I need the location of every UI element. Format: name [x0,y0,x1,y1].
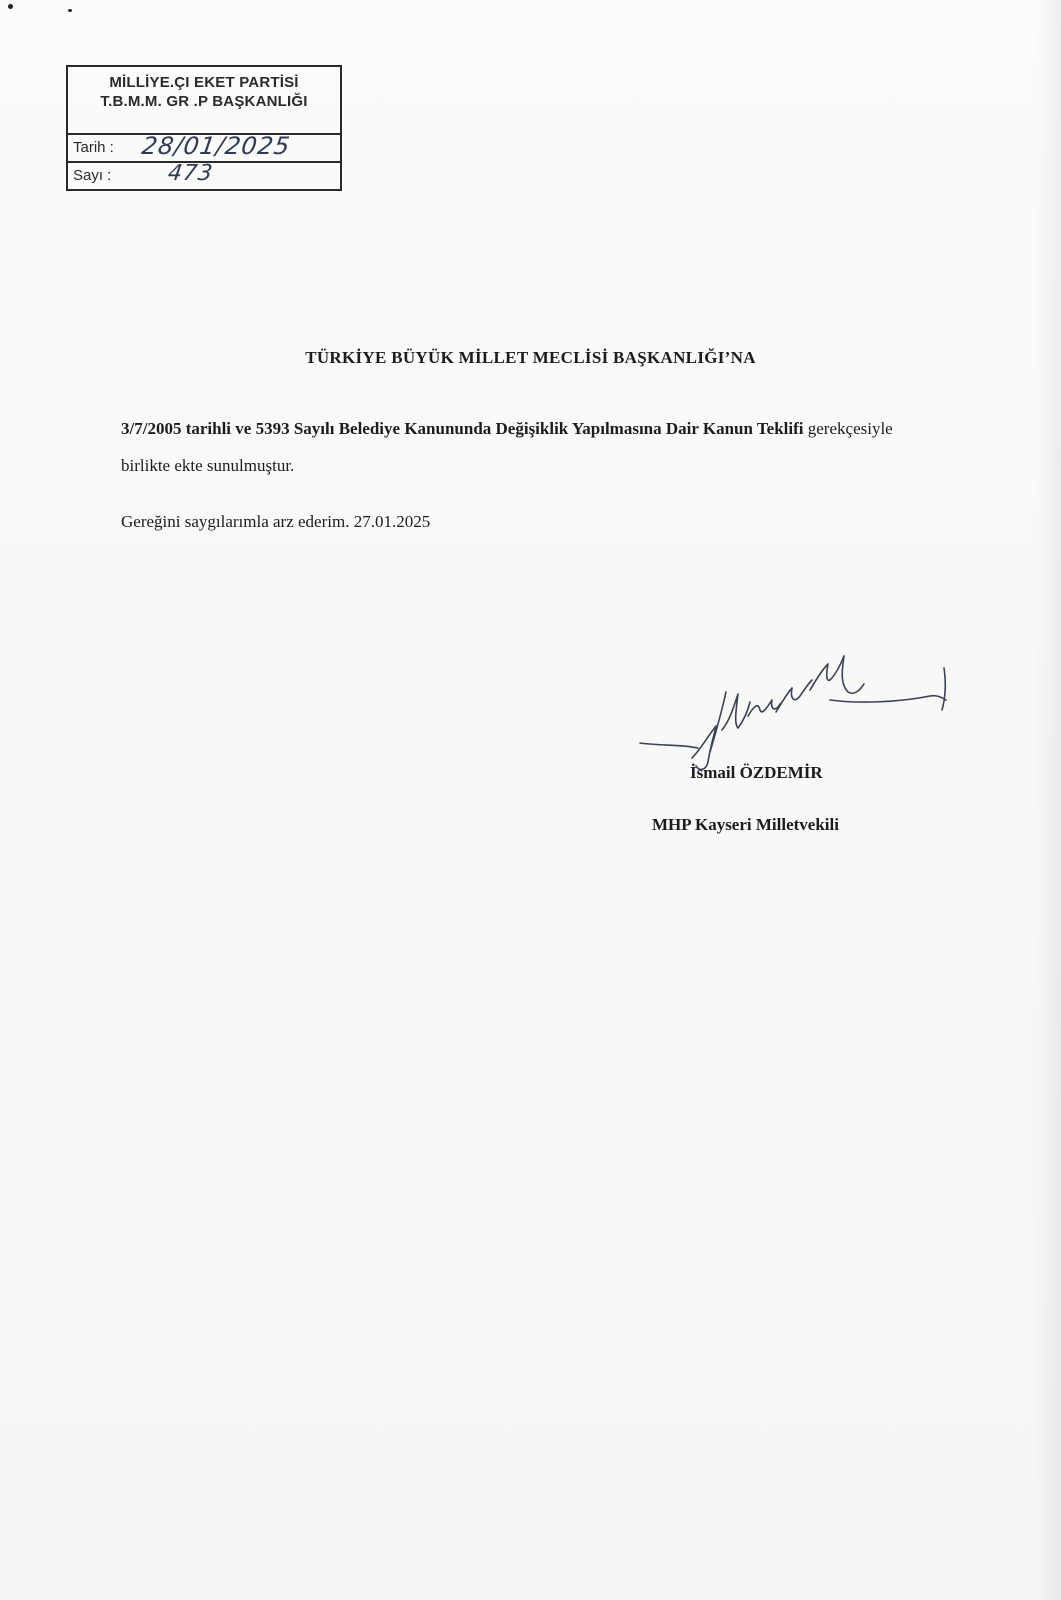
paper-speck [8,4,13,9]
stamp-date-label: Tarih : [73,139,114,156]
stamp-date-value: 28/01/2025 [140,132,293,160]
stamp-number-label: Sayı : [73,167,112,184]
page-edge-shadow [1035,0,1061,1600]
body-text: gerekçesiyle birlikte ekte sunulmuştur. [121,419,893,475]
signer-name: İsmail ÖZDEMİR [690,763,823,782]
bill-title: 3/7/2005 tarihli ve 5393 Sayılı Belediye Kanununda Değişiklik Yapılmasına Dair Kanun Teklifi [121,419,804,438]
registration-stamp [66,65,342,191]
handwritten-signature [630,640,970,780]
stamp-date-row [68,133,340,161]
stamp-header [68,67,340,133]
paper-speck [68,9,72,12]
letter-body-paragraph [121,410,933,484]
stamp-org-line-1: MİLLİYE.ÇI EKET PARTİSİ [109,74,299,91]
stamp-number-value: 473 [166,161,215,186]
closing-line: Gereğini saygılarımla arz ederim. 27.01.2025 [121,512,431,531]
signer-title: MHP Kayseri Milletvekili [652,815,839,834]
addressee-heading: TÜRKİYE BÜYÜK MİLLET MECLİSİ BAŞKANLIĞI’NA [305,348,756,367]
stamp-number-row [68,161,340,189]
stamp-org-line-2: T.B.M.M. GR .P BAŞKANLIĞI [100,93,308,110]
